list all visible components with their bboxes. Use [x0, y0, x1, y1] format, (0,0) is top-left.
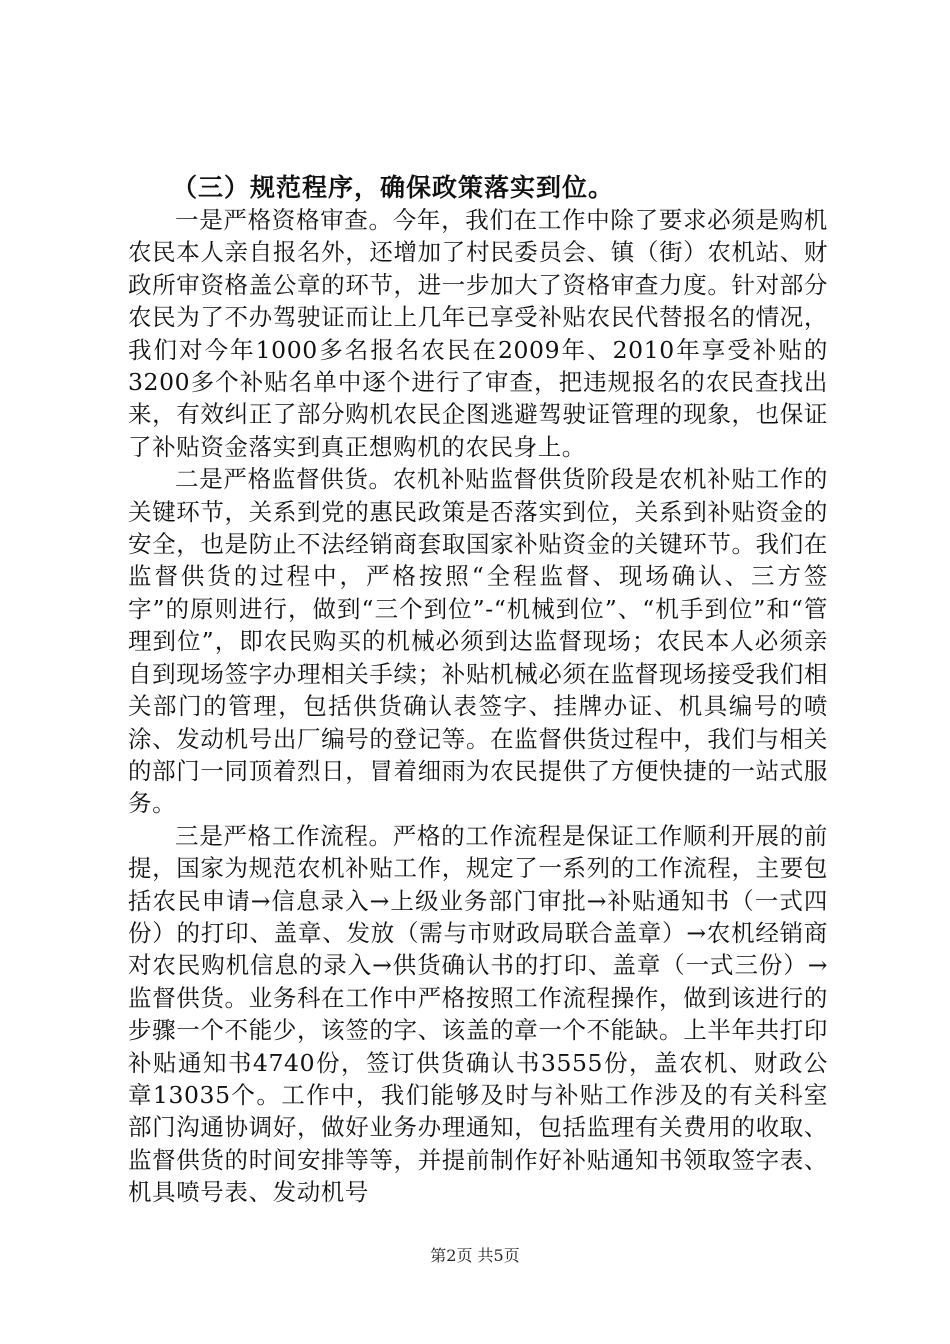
page-number-footer: 第2页 共5页: [430, 1246, 520, 1265]
section-heading: （三）规范程序，确保政策落实到位。: [172, 173, 615, 202]
document-body: [128, 172, 828, 1209]
paragraph-qualification-review: 一是严格资格审查。今年，我们在工作中除了要求必须是购机农民本人亲自报名外，还增加了村民委员会、镇（街）农机站、财政所审资格盖公章的环节，进一步加大了资格审查力度。针对部分农民为了不办驾驶证而让上几年已享受补贴农民代替报名的情况，我们对今年1000多名报名农民在2009年、2010年享受补贴的3200多个补贴名单中逐个进行了审查，把违规报名的农民查找出来，有效纠正了部分购机农民企图逃避驾驶证管理的现象，也保证了补贴资金落实到真正想购机的农民身上。: [128, 206, 828, 461]
paragraph-supply-supervision: 二是严格监督供货。农机补贴监督供货阶段是农机补贴工作的关键环节，关系到党的惠民政策是否落实到位，关系到补贴资金的安全，也是防止不法经销商套取国家补贴资金的关键环节。我们在监督供货的过程中，严格按照“全程监督、现场确认、三方签字”的原则进行，做到“三个到位”-“机械到位”、“机手到位”和“管理到位”，即农民购买的机械必须到达监督现场；农民本人必须亲自到现场签字办理相关手续；补贴机械必须在监督现场接受我们相关部门的管理，包括供货确认表签字、挂牌办证、机具编号的喷涂、发动机号出厂编号的登记等。在监督供货过程中，我们与相关的部门一同顶着烈日，冒着细雨为农民提供了方便快捷的一站式服务。: [128, 465, 828, 818]
paragraph-work-process: 三是严格工作流程。严格的工作流程是保证工作顺利开展的前提，国家为规范农机补贴工作，规定了一系列的工作流程，主要包括农民申请→信息录入→上级业务部门审批→补贴通知书（一式四份）的打印、盖章、发放（需与市财政局联合盖章）→农机经销商对农民购机信息的录入→供货确认书的打印、盖章（一式三份）→监督供货。业务科在工作中严格按照工作流程操作，做到该进行的步骤一个不能少，该签的字、该盖的章一个不能缺。上半年共打印补贴通知书4740份，签订供货确认书3555份，盖农机、财政公章13035个。工作中，我们能够及时与补贴工作涉及的有关科室部门沟通协调好，做好业务办理通知，包括监理有关费用的收取、监督供货的时间安排等等，并提前制作好补贴通知书领取签字表、机具喷号表、发动机号: [128, 821, 828, 1207]
